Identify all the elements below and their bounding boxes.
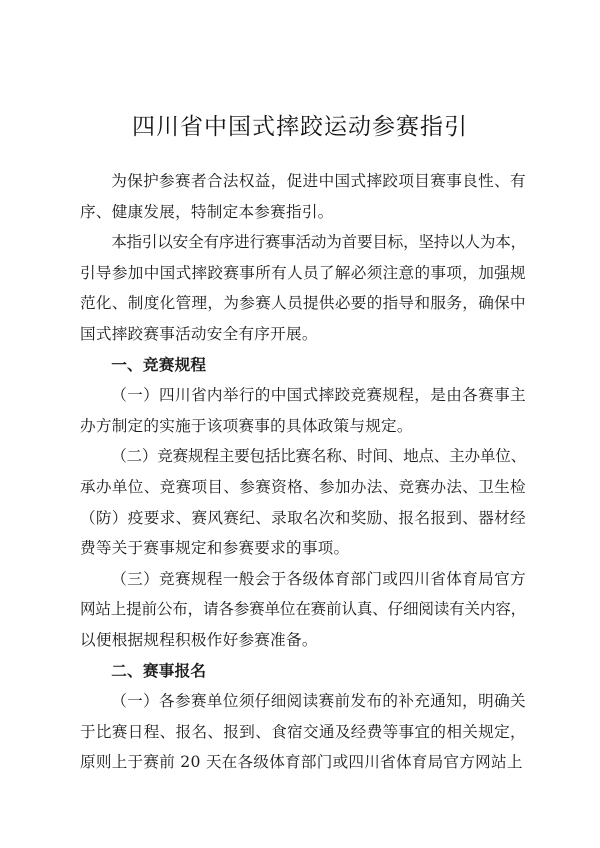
text-line: （一）各参赛单位须仔细阅读赛前发布的补充通知，明确关 xyxy=(111,692,526,711)
paragraph xyxy=(80,686,526,778)
text-line: 二、赛事报名 xyxy=(111,661,207,680)
document-body xyxy=(80,166,526,778)
text-line: 费等关于赛事规定和参赛要求的事项。 xyxy=(80,539,350,558)
text-line: 为保护参赛者合法权益，促进中国式摔跤项目赛事良性、有 xyxy=(111,172,526,190)
text-line: 以便根据规程积极作好参赛准备。 xyxy=(80,630,318,649)
text-line: （防）疫要求、赛风赛纪、录取名次和奖励、报名报到、器材经 xyxy=(80,508,526,527)
text-line: （二）竞赛规程主要包括比赛名称、时间、地点、主办单位、 xyxy=(111,447,526,466)
text-line: 一、竞赛规程 xyxy=(111,355,207,374)
paragraph xyxy=(80,166,526,227)
document-title: 四川省中国式摔跤运动参赛指引 xyxy=(132,114,468,140)
text-line: 于比赛日程、报名、报到、食宿交通及经费等事宜的相关规定， xyxy=(80,722,526,741)
text-line: （一）四川省内举行的中国式摔跤竞赛规程，是由各赛事主 xyxy=(111,386,526,405)
text-line: 引导参加中国式摔跤赛事所有人员了解必须注意的事项，加强规 xyxy=(80,263,526,282)
text-line: 网站上提前公布，请各参赛单位在赛前认真、仔细阅读有关内容， xyxy=(80,600,526,619)
text-line: 序、健康发展，特制定本参赛指引。 xyxy=(80,202,334,221)
text-line: （三）竞赛规程一般会于各级体育部门或四川省体育局官方 xyxy=(111,569,526,588)
section-heading xyxy=(80,350,526,381)
paragraph xyxy=(80,564,526,656)
text-line: 承办单位、竞赛项目、参赛资格、参加办法、竞赛办法、卫生检 xyxy=(80,477,526,496)
text-line: 原则上于赛前 20 天在各级体育部门或四川省体育局官方网站上 xyxy=(80,753,523,772)
text-line: 范化、制度化管理，为参赛人员提供必要的指导和服务，确保中 xyxy=(80,294,526,313)
paragraph xyxy=(80,441,526,563)
text-line: 办方制定的实施于该项赛事的具体政策与规定。 xyxy=(80,416,413,435)
text-line: 国式摔跤赛事活动安全有序开展。 xyxy=(80,324,318,343)
section-heading xyxy=(80,656,526,687)
text-line: 本指引以安全有序进行赛事活动为首要目标，坚持以人为本， xyxy=(111,233,526,252)
paragraph xyxy=(80,380,526,441)
paragraph xyxy=(80,227,526,349)
